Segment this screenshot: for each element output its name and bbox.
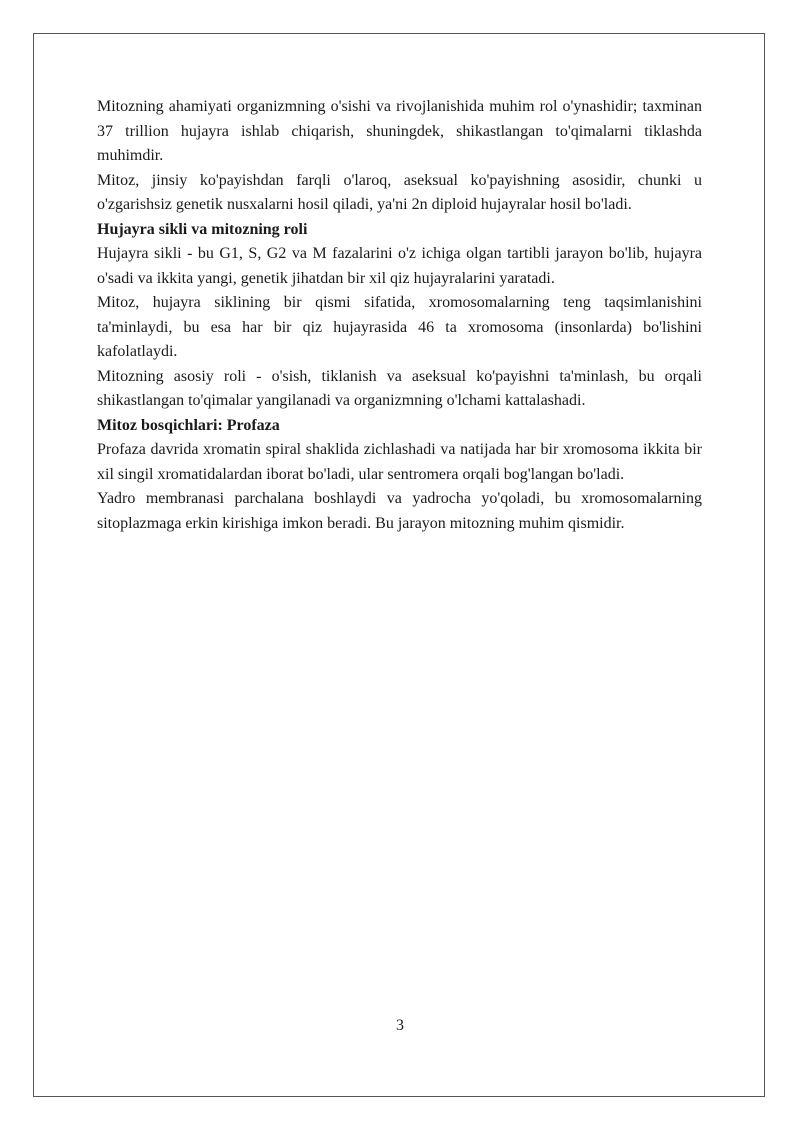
paragraph-prophase-chromatin: Profaza davrida xromatin spiral shaklida zichlashadi va natijada har bir xromosoma ikkita bir xil singil xromatidalardan iborat bo'ladi, ular sentromera orqali bog'langan bo'ladi. xyxy=(97,441,702,483)
heading-prophase: Mitoz bosqichlari: Profaza xyxy=(97,416,280,434)
paragraph-nuclear-membrane: Yadro membranasi parchalana boshlaydi va yadrocha yo'qoladi, bu xromosomalarning sitoplazmaga erkin kirishiga imkon beradi. Bu jarayon mitozning muhim qismidir. xyxy=(97,490,702,532)
paragraph-asexual-reproduction: Mitoz, jinsiy ko'payishdan farqli o'laroq, aseksual ko'payishning asosidir, chunki u o'zgarishsiz genetik nusxalarni hosil qiladi, ya'ni 2n diploid hujayralar hosil bo'ladi. xyxy=(97,171,702,213)
document-body xyxy=(97,95,702,536)
paragraph-main-role: Mitozning asosiy roli - o'sish, tiklanish va aseksual ko'payishni ta'minlash, bu orqali shikastlangan to'qimalar yangilanadi va organizmning o'lchami kattalashadi. xyxy=(97,367,702,409)
heading-cell-cycle: Hujayra sikli va mitozning roli xyxy=(97,220,308,238)
paragraph-cell-cycle-phases: Hujayra sikli - bu G1, S, G2 va M fazalarini o'z ichiga olgan tartibli jarayon bo'lib, hujayra o'sadi va ikkita yangi, genetik jihatdan bir xil qiz hujayralarini yaratadi. xyxy=(97,245,702,287)
paragraph-chromosome-distribution: Mitoz, hujayra siklining bir qismi sifatida, xromosomalarning teng taqsimlanishini ta'minlaydi, bu esa har bir qiz hujayrasida 46 ta xromosoma (insonlarda) bo'lishini kafolatlaydi. xyxy=(97,294,702,360)
paragraph-mitosis-importance: Mitozning ahamiyati organizmning o'sishi va rivojlanishida muhim rol o'ynashidir; taxminan 37 trillion hujayra ishlab chiqarish, shuningdek, shikastlangan to'qimalarni tiklashda muhimdir. xyxy=(97,98,702,164)
page-number: 3 xyxy=(396,1017,404,1034)
